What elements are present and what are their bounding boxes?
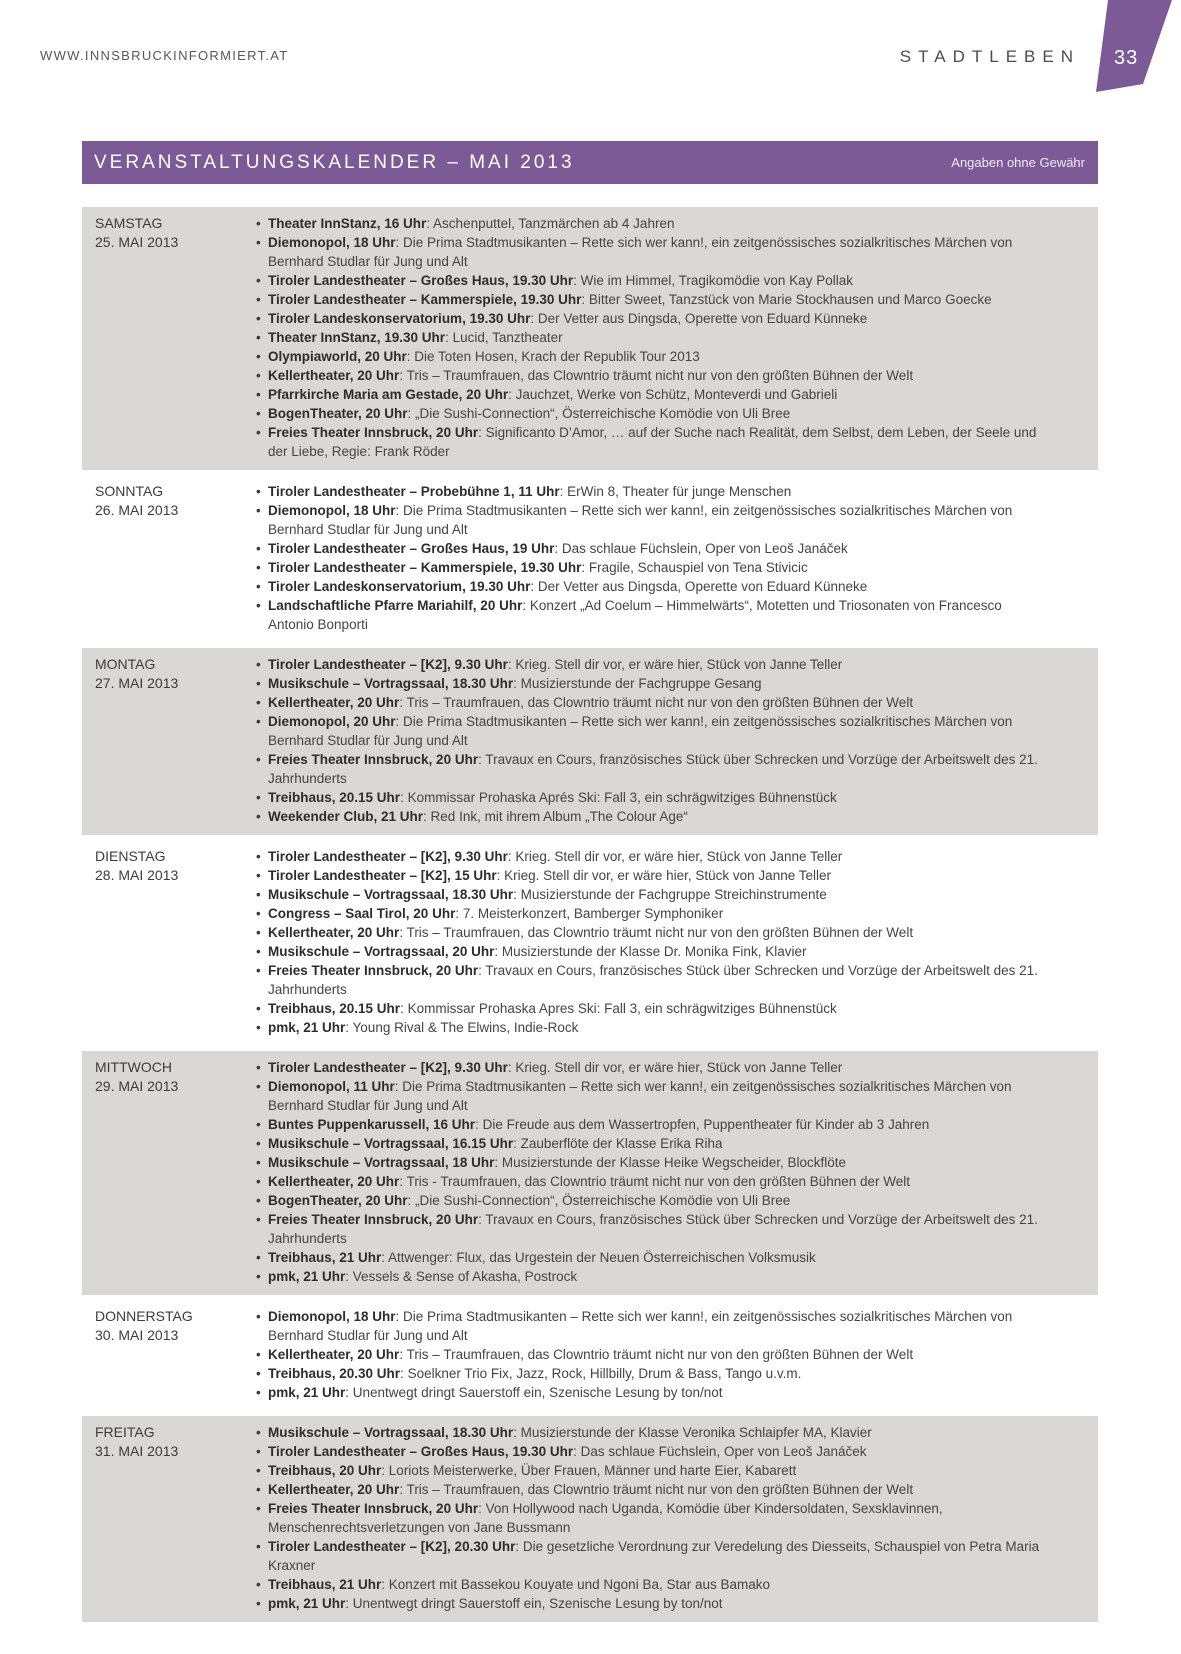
events-column: [255, 1423, 1098, 1613]
day-date: 29. MAI 2013: [95, 1078, 179, 1094]
event-venue-time: pmk, 21 Uhr: [268, 1596, 346, 1611]
events-column: [255, 1307, 1098, 1402]
event-venue-time: Treibhaus, 21 Uhr: [268, 1577, 382, 1592]
event-item: • Tiroler Landestheater – [K2], 20.30 Uhr: Die gesetzliche Verordnung zur Veredelung des Diesseits, Schauspiel von Petra Maria Kraxner: [255, 1537, 1042, 1575]
event-venue-time: Tiroler Landeskonservatorium, 19.30 Uhr: [268, 311, 531, 326]
event-venue-time: Treibhaus, 20.15 Uhr: [268, 1001, 401, 1016]
event-item: • Freies Theater Innsbruck, 20 Uhr: Significanto D’Amor, … auf der Suche nach Realität, dem Selbst, dem Leben, der Seele und der Liebe, Regie: Frank Röder: [255, 423, 1042, 461]
event-item: • BogenTheater, 20 Uhr: „Die Sushi-Connection“, Österreichische Komödie von Uli Bree: [255, 1191, 1042, 1210]
event-venue-time: Kellertheater, 20 Uhr: [268, 695, 400, 710]
event-venue-time: Treibhaus, 20.30 Uhr: [268, 1366, 401, 1381]
corner-tab-shape: [1096, 0, 1172, 92]
event-venue-time: Freies Theater Innsbruck, 20 Uhr: [268, 1212, 479, 1227]
day-label: [82, 847, 255, 1037]
event-list: [255, 655, 1042, 826]
event-item: • Musikschule – Vortragssaal, 18.30 Uhr: Musizierstunde der Klasse Veronika Schlaipfer MA, Klavier: [255, 1423, 1042, 1442]
day-date: 28. MAI 2013: [95, 867, 179, 883]
events-column: [255, 655, 1098, 826]
event-list: [255, 482, 1042, 634]
event-item: • Tiroler Landestheater – Kammerspiele, 19.30 Uhr: Bitter Sweet, Tanzstück von Marie Stockhausen und Marco Goecke: [255, 290, 1042, 309]
event-item: • Treibhaus, 21 Uhr: Attwenger: Flux, das Urgestein der Neuen Österreichischen Volksmusik: [255, 1248, 1042, 1267]
event-item: • pmk, 21 Uhr: Young Rival & The Elwins, Indie-Rock: [255, 1018, 1042, 1037]
day-section: [82, 475, 1098, 643]
event-venue-time: Tiroler Landestheater – Großes Haus, 19.30 Uhr: [268, 273, 574, 288]
event-item: • Musikschule – Vortragssaal, 18 Uhr: Musizierstunde der Klasse Heike Wegscheider, Blockflöte: [255, 1153, 1042, 1172]
day-name: SAMSTAG: [95, 215, 163, 231]
event-item: • Kellertheater, 20 Uhr: Tris - Traumfrauen, das Clowntrio träumt nicht nur von den größten Bühnen der Welt: [255, 1172, 1042, 1191]
event-venue-time: Congress – Saal Tirol, 20 Uhr: [268, 906, 456, 921]
event-item: • Tiroler Landestheater – [K2], 15 Uhr: Krieg. Stell dir vor, er wäre hier, Stück von Janne Teller: [255, 866, 1042, 885]
event-venue-time: Tiroler Landestheater – Kammerspiele, 19.30 Uhr: [268, 560, 582, 575]
event-item: • Treibhaus, 20.15 Uhr: Kommissar Prohaska Apres Ski: Fall 3, ein schrägwitziges Bühnenstück: [255, 999, 1042, 1018]
event-venue-time: Tiroler Landestheater – [K2], 9.30 Uhr: [268, 1060, 508, 1075]
event-venue-time: Freies Theater Innsbruck, 20 Uhr: [268, 752, 479, 767]
event-item: • Treibhaus, 20.15 Uhr: Kommissar Prohaska Aprés Ski: Fall 3, ein schrägwitziges Bühnenstück: [255, 788, 1042, 807]
event-item: • Kellertheater, 20 Uhr: Tris – Traumfrauen, das Clowntrio träumt nicht nur von den größten Bühnen der Welt: [255, 1345, 1042, 1364]
event-venue-time: Weekender Club, 21 Uhr: [268, 809, 424, 824]
day-name: DONNERSTAG: [95, 1308, 193, 1324]
event-item: • Kellertheater, 20 Uhr: Tris – Traumfrauen, das Clowntrio träumt nicht nur von den größten Bühnen der Welt: [255, 1480, 1042, 1499]
page-corner-tab: [1094, 0, 1174, 95]
day-name: MITTWOCH: [95, 1059, 172, 1075]
event-venue-time: Buntes Puppenkarussell, 16 Uhr: [268, 1117, 476, 1132]
event-venue-time: pmk, 21 Uhr: [268, 1385, 346, 1400]
event-item: • Diemonopol, 18 Uhr: Die Prima Stadtmusikanten – Rette sich wer kann!, ein zeitgenössisches sozialkritisches Märchen von Bernhard Studlar für Jung und Alt: [255, 501, 1042, 539]
event-item: • Treibhaus, 20 Uhr: Loriots Meisterwerke, Über Frauen, Männer und harte Eier, Kabarett: [255, 1461, 1042, 1480]
day-date: 31. MAI 2013: [95, 1443, 179, 1459]
event-venue-time: Tiroler Landestheater – [K2], 9.30 Uhr: [268, 657, 508, 672]
event-item: • Diemonopol, 20 Uhr: Die Prima Stadtmusikanten – Rette sich wer kann!, ein zeitgenössisches sozialkritisches Märchen von Bernhard Studlar für Jung und Alt: [255, 712, 1042, 750]
events-column: [255, 1058, 1098, 1286]
event-venue-time: Olympiaworld, 20 Uhr: [268, 349, 407, 364]
event-venue-time: Musikschule – Vortragssaal, 18.30 Uhr: [268, 1425, 514, 1440]
event-venue-time: Tiroler Landestheater – [K2], 9.30 Uhr: [268, 849, 508, 864]
day-name: DIENSTAG: [95, 848, 166, 864]
event-item: • Freies Theater Innsbruck, 20 Uhr: Travaux en Cours, französisches Stück über Schrecken und Vorzüge der Arbeitswelt des 21. Jahrhunderts: [255, 750, 1042, 788]
disclaimer-note: Angaben ohne Gewähr: [951, 155, 1085, 170]
day-date: 30. MAI 2013: [95, 1327, 179, 1343]
event-item: • Tiroler Landestheater – Großes Haus, 19 Uhr: Das schlaue Füchslein, Oper von Leoš Janáček: [255, 539, 1042, 558]
event-item: • pmk, 21 Uhr: Vessels & Sense of Akasha, Postrock: [255, 1267, 1042, 1286]
day-section: [82, 648, 1098, 835]
day-date: 25. MAI 2013: [95, 234, 179, 250]
event-list: [255, 1058, 1042, 1286]
event-item: • Olympiaworld, 20 Uhr: Die Toten Hosen, Krach der Republik Tour 2013: [255, 347, 1042, 366]
day-section: [82, 1416, 1098, 1622]
event-item: • pmk, 21 Uhr: Unentwegt dringt Sauerstoff ein, Szenische Lesung by ton/not: [255, 1594, 1042, 1613]
event-venue-time: Musikschule – Vortragssaal, 18.30 Uhr: [268, 887, 514, 902]
event-venue-time: Freies Theater Innsbruck, 20 Uhr: [268, 1501, 479, 1516]
event-venue-time: BogenTheater, 20 Uhr: [268, 1193, 408, 1208]
calendar-title: VERANSTALTUNGSKALENDER – MAI 2013: [94, 151, 575, 173]
event-item: • Tiroler Landestheater – [K2], 9.30 Uhr: Krieg. Stell dir vor, er wäre hier, Stück von Janne Teller: [255, 847, 1042, 866]
event-venue-time: Tiroler Landestheater – Probebühne 1, 11 Uhr: [268, 484, 560, 499]
day-date: 26. MAI 2013: [95, 502, 179, 518]
day-label: [82, 1058, 255, 1286]
event-venue-time: Musikschule – Vortragssaal, 18.30 Uhr: [268, 676, 514, 691]
event-item: • Tiroler Landestheater – Kammerspiele, 19.30 Uhr: Fragile, Schauspiel von Tena Stivicic: [255, 558, 1042, 577]
day-label: [82, 655, 255, 826]
event-item: • Diemonopol, 18 Uhr: Die Prima Stadtmusikanten – Rette sich wer kann!, ein zeitgenössisches sozialkritisches Märchen von Bernhard Studlar für Jung und Alt: [255, 233, 1042, 271]
event-item: • Theater InnStanz, 16 Uhr: Aschenputtel, Tanzmärchen ab 4 Jahren: [255, 214, 1042, 233]
event-item: • Theater InnStanz, 19.30 Uhr: Lucid, Tanztheater: [255, 328, 1042, 347]
event-venue-time: pmk, 21 Uhr: [268, 1269, 346, 1284]
event-venue-time: Tiroler Landestheater – [K2], 15 Uhr: [268, 868, 497, 883]
event-venue-time: Treibhaus, 20.15 Uhr: [268, 790, 401, 805]
event-venue-time: Treibhaus, 21 Uhr: [268, 1250, 382, 1265]
day-label: [82, 214, 255, 461]
event-venue-time: Diemonopol, 18 Uhr: [268, 1309, 396, 1324]
event-venue-time: Treibhaus, 20 Uhr: [268, 1463, 382, 1478]
event-item: • Treibhaus, 21 Uhr: Konzert mit Bassekou Kouyate und Ngoni Ba, Star aus Bamako: [255, 1575, 1042, 1594]
day-list: [82, 207, 1098, 1627]
event-list: [255, 1307, 1042, 1402]
event-venue-time: Kellertheater, 20 Uhr: [268, 1174, 400, 1189]
day-name: SONNTAG: [95, 483, 164, 499]
events-column: [255, 847, 1098, 1037]
event-item: • Tiroler Landestheater – [K2], 9.30 Uhr: Krieg. Stell dir vor, er wäre hier, Stück von Janne Teller: [255, 1058, 1042, 1077]
event-item: • Tiroler Landeskonservatorium, 19.30 Uhr: Der Vetter aus Dingsda, Operette von Eduard Künneke: [255, 577, 1042, 596]
event-list: [255, 1423, 1042, 1613]
event-item: • Musikschule – Vortragssaal, 20 Uhr: Musizierstunde der Klasse Dr. Monika Fink, Klavier: [255, 942, 1042, 961]
event-venue-time: BogenTheater, 20 Uhr: [268, 406, 408, 421]
event-venue-time: Tiroler Landestheater – Großes Haus, 19 Uhr: [268, 541, 555, 556]
event-item: • BogenTheater, 20 Uhr: „Die Sushi-Connection“, Österreichische Komödie von Uli Bree: [255, 404, 1042, 423]
events-column: [255, 482, 1098, 634]
calendar-banner: [82, 141, 1098, 184]
event-venue-time: Pfarrkirche Maria am Gestade, 20 Uhr: [268, 387, 509, 402]
event-item: • Landschaftliche Pfarre Mariahilf, 20 Uhr: Konzert „Ad Coelum – Himmelwärts“, Motetten und Triosonaten von Francesco Antonio Bonporti: [255, 596, 1042, 634]
event-item: • Diemonopol, 11 Uhr: Die Prima Stadtmusikanten – Rette sich wer kann!, ein zeitgenössisches sozialkritisches Märchen von Bernhard Studlar für Jung und Alt: [255, 1077, 1042, 1115]
day-label: [82, 482, 255, 634]
event-item: • Tiroler Landeskonservatorium, 19.30 Uhr: Der Vetter aus Dingsda, Operette von Eduard Künneke: [255, 309, 1042, 328]
event-venue-time: Landschaftliche Pfarre Mariahilf, 20 Uhr: [268, 598, 523, 613]
event-item: • Treibhaus, 20.30 Uhr: Soelkner Trio Fix, Jazz, Rock, Hillbilly, Drum & Bass, Tango u.v.m.: [255, 1364, 1042, 1383]
event-venue-time: Tiroler Landestheater – Kammerspiele, 19.30 Uhr: [268, 292, 582, 307]
event-venue-time: Kellertheater, 20 Uhr: [268, 1482, 400, 1497]
day-date: 27. MAI 2013: [95, 675, 179, 691]
event-item: • Diemonopol, 18 Uhr: Die Prima Stadtmusikanten – Rette sich wer kann!, ein zeitgenössisches sozialkritisches Märchen von Bernhard Studlar für Jung und Alt: [255, 1307, 1042, 1345]
event-item: • Musikschule – Vortragssaal, 18.30 Uhr: Musizierstunde der Fachgruppe Gesang: [255, 674, 1042, 693]
event-venue-time: Diemonopol, 18 Uhr: [268, 235, 396, 250]
event-venue-time: Musikschule – Vortragssaal, 16.15 Uhr: [268, 1136, 514, 1151]
event-item: • Kellertheater, 20 Uhr: Tris – Traumfrauen, das Clowntrio träumt nicht nur von den größten Bühnen der Welt: [255, 923, 1042, 942]
event-venue-time: Diemonopol, 18 Uhr: [268, 503, 396, 518]
event-venue-time: Kellertheater, 20 Uhr: [268, 368, 400, 383]
event-venue-time: Theater InnStanz, 19.30 Uhr: [268, 330, 446, 345]
event-venue-time: Kellertheater, 20 Uhr: [268, 1347, 400, 1362]
event-item: • Congress – Saal Tirol, 20 Uhr: 7. Meisterkonzert, Bamberger Symphoniker: [255, 904, 1042, 923]
day-label: [82, 1307, 255, 1402]
event-item: • Tiroler Landestheater – [K2], 9.30 Uhr: Krieg. Stell dir vor, er wäre hier, Stück von Janne Teller: [255, 655, 1042, 674]
event-venue-time: Tiroler Landeskonservatorium, 19.30 Uhr: [268, 579, 531, 594]
event-item: • Tiroler Landestheater – Großes Haus, 19.30 Uhr: Das schlaue Füchslein, Oper von Leoš Janáček: [255, 1442, 1042, 1461]
website-url: WWW.INNSBRUCKINFORMIERT.AT: [40, 48, 289, 63]
event-venue-time: Freies Theater Innsbruck, 20 Uhr: [268, 963, 479, 978]
event-venue-time: Musikschule – Vortragssaal, 18 Uhr: [268, 1155, 495, 1170]
day-section: [82, 1051, 1098, 1295]
event-item: • pmk, 21 Uhr: Unentwegt dringt Sauerstoff ein, Szenische Lesung by ton/not: [255, 1383, 1042, 1402]
day-label: [82, 1423, 255, 1613]
event-item: • Musikschule – Vortragssaal, 16.15 Uhr: Zauberflöte der Klasse Erika Riha: [255, 1134, 1042, 1153]
event-item: • Kellertheater, 20 Uhr: Tris – Traumfrauen, das Clowntrio träumt nicht nur von den größten Bühnen der Welt: [255, 366, 1042, 385]
event-venue-time: Theater InnStanz, 16 Uhr: [268, 216, 427, 231]
event-venue-time: Musikschule – Vortragssaal, 20 Uhr: [268, 944, 495, 959]
event-item: • Tiroler Landestheater – Probebühne 1, 11 Uhr: ErWin 8, Theater für junge Menschen: [255, 482, 1042, 501]
event-venue-time: Diemonopol, 11 Uhr: [268, 1079, 395, 1094]
event-list: [255, 847, 1042, 1037]
event-list: [255, 214, 1042, 461]
event-item: • Buntes Puppenkarussell, 16 Uhr: Die Freude aus dem Wassertropfen, Puppentheater für Kinder ab 3 Jahren: [255, 1115, 1042, 1134]
event-item: • Weekender Club, 21 Uhr: Red Ink, mit ihrem Album „The Colour Age“: [255, 807, 1042, 826]
event-venue-time: Freies Theater Innsbruck, 20 Uhr: [268, 425, 479, 440]
event-item: • Tiroler Landestheater – Großes Haus, 19.30 Uhr: Wie im Himmel, Tragikomödie von Kay Pollak: [255, 271, 1042, 290]
page-number: 33: [1114, 47, 1139, 69]
event-venue-time: Tiroler Landestheater – [K2], 20.30 Uhr: [268, 1539, 516, 1554]
event-item: • Kellertheater, 20 Uhr: Tris – Traumfrauen, das Clowntrio träumt nicht nur von den größten Bühnen der Welt: [255, 693, 1042, 712]
section-title: STADTLEBEN: [899, 47, 1080, 66]
event-venue-time: pmk, 21 Uhr: [268, 1020, 346, 1035]
event-item: • Freies Theater Innsbruck, 20 Uhr: Travaux en Cours, französisches Stück über Schrecken und Vorzüge der Arbeitswelt des 21. Jahrhunderts: [255, 1210, 1042, 1248]
event-venue-time: Diemonopol, 20 Uhr: [268, 714, 396, 729]
day-section: [82, 840, 1098, 1046]
event-item: • Pfarrkirche Maria am Gestade, 20 Uhr: Jauchzet, Werke von Schütz, Monteverdi und Gabrieli: [255, 385, 1042, 404]
event-venue-time: Tiroler Landestheater – Großes Haus, 19.30 Uhr: [268, 1444, 574, 1459]
day-name: FREITAG: [95, 1424, 155, 1440]
day-section: [82, 207, 1098, 470]
event-item: • Freies Theater Innsbruck, 20 Uhr: Von Hollywood nach Uganda, Komödie über Kindersoldaten, Sexsklavinnen, Menschenrechtsverletzungen von Jane Bussmann: [255, 1499, 1042, 1537]
day-name: MONTAG: [95, 656, 156, 672]
event-venue-time: Kellertheater, 20 Uhr: [268, 925, 400, 940]
day-section: [82, 1300, 1098, 1411]
events-column: [255, 214, 1098, 461]
event-item: • Freies Theater Innsbruck, 20 Uhr: Travaux en Cours, französisches Stück über Schrecken und Vorzüge der Arbeitswelt des 21. Jahrhunderts: [255, 961, 1042, 999]
event-item: • Musikschule – Vortragssaal, 18.30 Uhr: Musizierstunde der Fachgruppe Streichinstrumente: [255, 885, 1042, 904]
